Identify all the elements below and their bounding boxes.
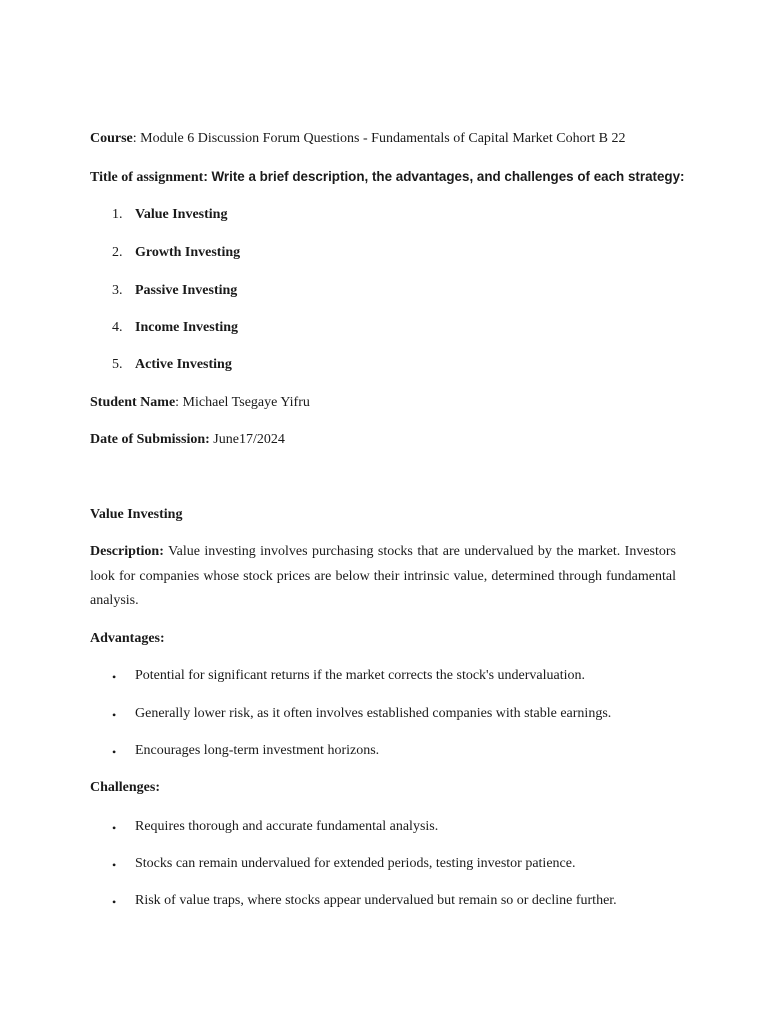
strategy-number: 4.: [112, 320, 123, 335]
challenge-item: Risk of value traps, where stocks appear undervalued but remain so or decline further.: [135, 893, 617, 908]
advantage-item: Potential for significant returns if the market corrects the stock's undervaluation.: [135, 668, 585, 683]
description-text: Value investing involves purchasing stocks that are undervalued by the market. Investors look for companies whose stock prices are below their intrinsic value, determined through fundamental analysis.: [90, 544, 676, 608]
submission-date-value: June17/2024: [209, 432, 285, 447]
course-line: [90, 130, 625, 148]
strategy-item: Value Investing: [135, 207, 228, 222]
student-name-value: : Michael Tsegaye Yifru: [175, 395, 310, 410]
bullet-icon: •: [112, 745, 117, 759]
course-value: : Module 6 Discussion Forum Questions - Fundamentals of Capital Market Cohort B 22: [132, 131, 626, 146]
section-heading-text: Value Investing: [90, 507, 183, 522]
strategy-number: 1.: [112, 207, 123, 222]
submission-date-label: Date of Submission:: [90, 432, 210, 447]
section-heading: [90, 506, 182, 524]
strategy-item: Growth Investing: [135, 245, 241, 260]
strategy-number: 3.: [112, 283, 123, 298]
advantage-item: Generally lower risk, as it often involves established companies with stable earnings.: [135, 706, 612, 721]
advantages-heading: [90, 630, 165, 648]
challenge-item: Stocks can remain undervalued for extended periods, testing investor patience.: [135, 856, 576, 871]
student-name-line: [90, 394, 310, 412]
bullet-icon: •: [112, 895, 117, 909]
bullet-icon: •: [112, 708, 117, 722]
description-paragraph: [90, 540, 676, 614]
bullet-icon: •: [112, 858, 117, 872]
bullet-icon: •: [112, 670, 117, 684]
student-name-label: Student Name: [90, 395, 176, 410]
advantage-item: Encourages long-term investment horizons.: [135, 743, 380, 758]
strategy-number: 5.: [112, 357, 123, 372]
challenges-heading: [90, 779, 160, 797]
assignment-title-label: Title of assignment: [90, 170, 204, 185]
description-label: Description:: [90, 544, 164, 559]
challenge-item: Requires thorough and accurate fundamental analysis.: [135, 819, 439, 834]
strategy-item: Income Investing: [135, 320, 239, 335]
strategy-item: Active Investing: [135, 357, 232, 372]
assignment-title-line: [90, 168, 685, 187]
advantages-heading-text: Advantages:: [90, 631, 165, 646]
submission-date-line: [90, 431, 285, 449]
course-label: Course: [90, 131, 133, 146]
bullet-icon: •: [112, 821, 117, 835]
strategy-number: 2.: [112, 245, 123, 260]
challenges-heading-text: Challenges:: [90, 780, 160, 795]
strategy-item: Passive Investing: [135, 283, 238, 298]
assignment-title-value: : Write a brief description, the advantages, and challenges of each strategy:: [203, 169, 685, 184]
